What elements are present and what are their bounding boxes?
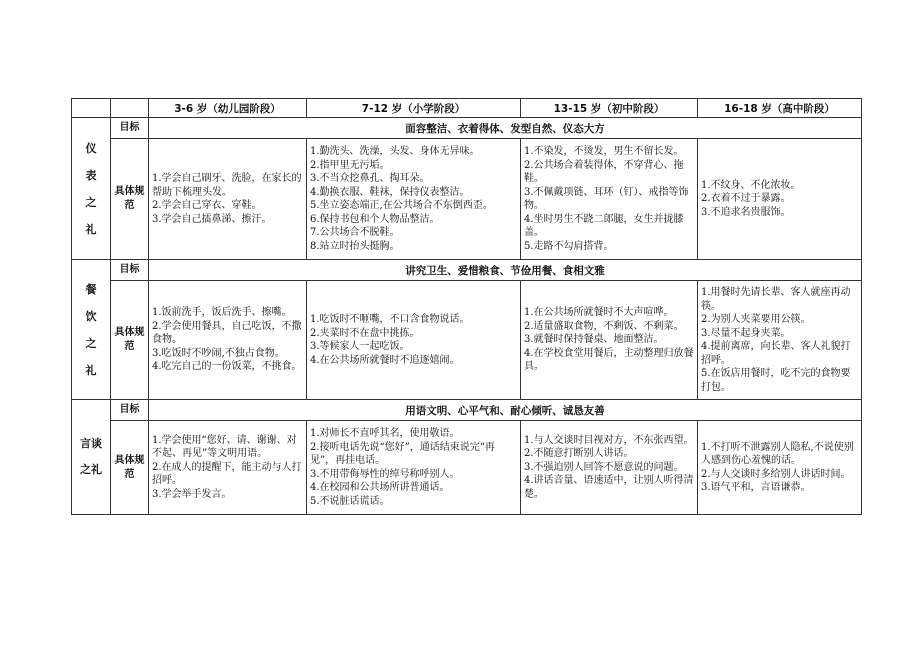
goal-row (72, 260, 862, 281)
spec-cell: 1.不纹身、不化浓妆。 2.衣着不过于暴露。 3.不追求名贵服饰。 (698, 139, 862, 260)
corner-cell (72, 99, 111, 118)
goal-row (72, 400, 862, 421)
spec-cell: 1.不打听不泄露别人隐私,不说使别人感到伤心羞愧的话。 2.与人交谈时多给别人讲话时间。 3.语气平和，言语谦恭。 (698, 421, 862, 515)
stage-header-junior-high: 13-15 岁（初中阶段） (521, 99, 698, 118)
spec-cell: 1.在公共场所就餐时不大声喧哗。 2.适量盛取食物，不剩饭、不剩菜。 3.就餐时保持餐桌、地面整洁。 4.在学校食堂用餐后，主动整理归放餐具。 (521, 281, 698, 400)
spec-row (72, 281, 862, 400)
header-row (72, 99, 862, 118)
goal-text: 面容整洁、衣着得体、发型自然、仪态大方 (149, 118, 862, 139)
goal-text: 用语文明、心平气和、耐心倾听、诚恳友善 (149, 400, 862, 421)
goal-label: 目标 (111, 260, 149, 281)
etiquette-table (71, 98, 862, 515)
spec-label: 具体规范 (111, 139, 149, 260)
spec-row (72, 421, 862, 515)
spec-label: 具体规范 (111, 421, 149, 515)
goal-text: 讲究卫生、爱惜粮食、节俭用餐、食相文雅 (149, 260, 862, 281)
category-cell: 言谈 之礼 (72, 400, 111, 515)
goal-label: 目标 (111, 400, 149, 421)
spec-cell: 1.学会使用“您好、请、谢谢、对不起、再见”等文明用语。 2.在成人的提醒下，能主动与人打招呼。 3.学会举手发言。 (149, 421, 307, 515)
stage-header-senior-high: 16-18 岁（高中阶段） (698, 99, 862, 118)
spec-label: 具体规范 (111, 281, 149, 400)
category-cell: 餐 饮 之 礼 (72, 260, 111, 400)
goal-label: 目标 (111, 118, 149, 139)
spec-cell: 1.学会自己刷牙、洗脸，在家长的帮助下梳理头发。 2.学会自己穿衣、穿鞋。 3.学会自己擂鼻涕、擦汗。 (149, 139, 307, 260)
spec-cell: 1.不染发，不烫发，男生不留长发。 2.公共场合着装得体，不穿背心、拖鞋。 3.不佩戴项链、耳环（钉）、戒指等饰物。 4.坐时男生不跷二郎腿，女生并拢膝盖。 5.走路不勾肩搭背。 (521, 139, 698, 260)
spec-cell: 1.吃饭时不咂嘴，不口含食物说话。 2.夹菜时不在盘中挑拣。 3.等候家人一起吃饭。 4.在公共场所就餐时不追逐嬉闹。 (307, 281, 521, 400)
stage-header-primary: 7-12 岁（小学阶段） (307, 99, 521, 118)
stage-header-kindergarten: 3-6 岁（幼儿园阶段） (149, 99, 307, 118)
spec-row (72, 139, 862, 260)
category-cell: 仪 表 之 礼 (72, 118, 111, 260)
empty-header-cell (111, 99, 149, 118)
spec-cell: 1.与人交谈时目视对方，不东张西望。 2.不随意打断别人讲话。 3.不强迫别人回答不愿意说的问题。 4.讲话音量、语速适中，让别人听得清楚。 (521, 421, 698, 515)
goal-row (72, 118, 862, 139)
spec-cell: 1.饭前洗手，饭后洗手、擦嘴。 2.学会使用餐具，自己吃饭，不撒食物。 3.吃饭时不吵闹,不独占食物。 4.吃完自己的一份饭菜，不挑食。 (149, 281, 307, 400)
spec-cell: 1.勤洗头、洗澡，头发、身体无异味。 2.指甲里无污垢。 3.不当众挖鼻孔、掏耳朵。 4.勤换衣服、鞋袜，保持仪表整洁。 5.坐立姿态端正,在公共场合不东倒西歪。 6.保持书包和个人物品整洁。 7.公共场合不脱鞋。 8.站立时抬头挺胸。 (307, 139, 521, 260)
spec-cell: 1.用餐时先请长辈、客人就座再动筷。 2.为别人夹菜要用公筷。 3.尽量不起身夹菜。 4.提前离席，向长辈、客人礼貌打招呼。 5.在饭店用餐时，吃不完的食物要打包。 (698, 281, 862, 400)
spec-cell: 1.对师长不直呼其名，使用敬语。 2.接听电话先说“您好”，通话结束说完“再见”，再挂电话。 3.不用带侮辱性的绰号称呼别人。 4.在校园和公共场所讲普通话。 5.不说脏话谎话。 (307, 421, 521, 515)
